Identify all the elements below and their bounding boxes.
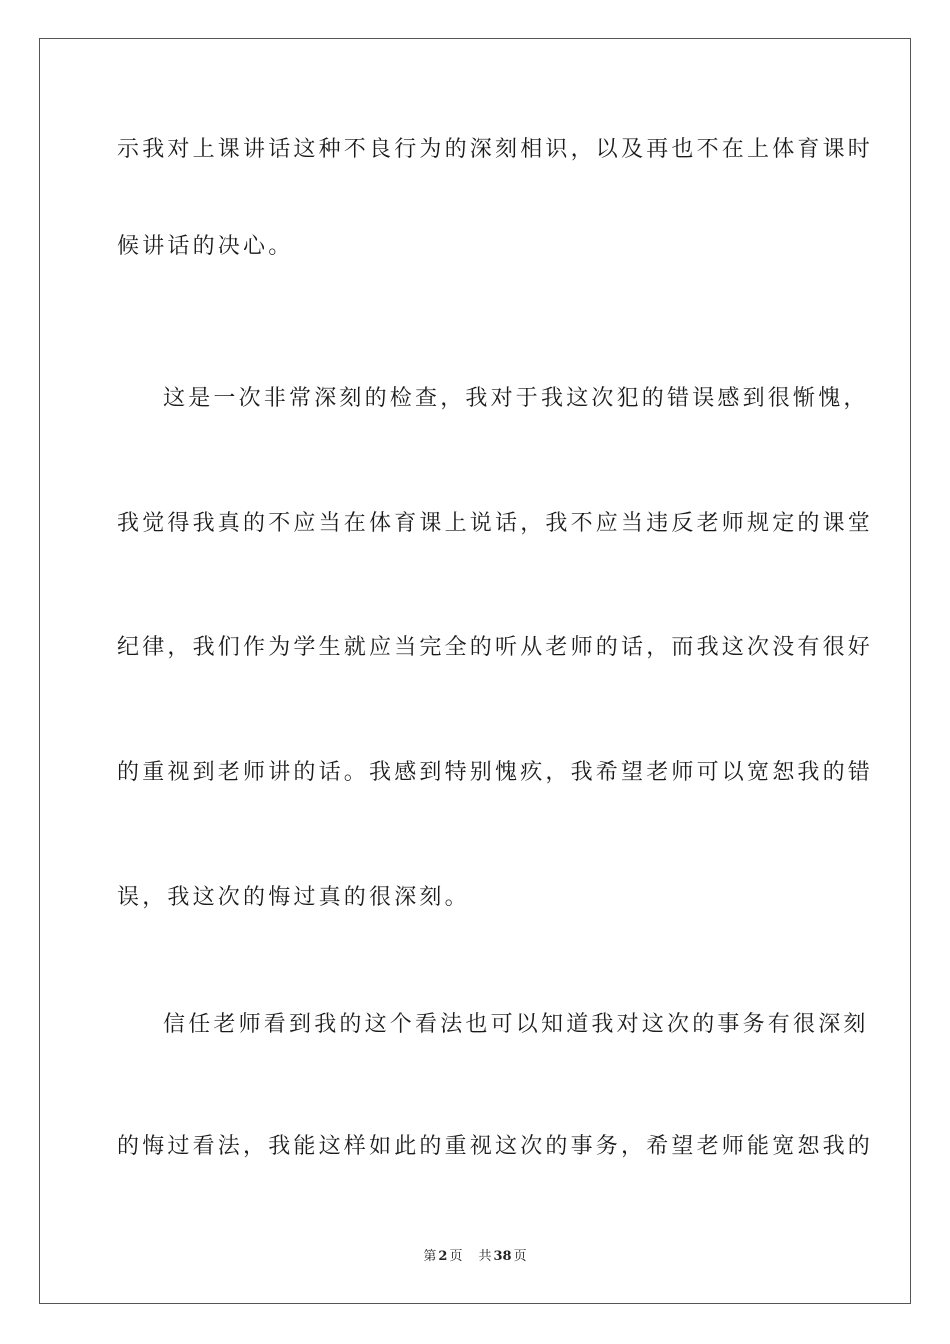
page-footer [0, 1248, 950, 1266]
body-line-3: 这是一次非常深刻的检查，我对于我这次犯的错误感到很惭愧， [163, 386, 869, 411]
body-line-7: 误，我这次的悔过真的很深刻。 [117, 885, 470, 910]
footer-total-pages: 38 [493, 1249, 512, 1264]
footer-page-suffix: 页 [449, 1249, 463, 1264]
body-line-5: 纪律，我们作为学生就应当完全的听从老师的话，而我这次没有很好 [117, 635, 874, 660]
body-line-8: 信任老师看到我的这个看法也可以知道我对这次的事务有很深刻 [163, 1012, 869, 1037]
page-frame [39, 38, 911, 1304]
footer-total-prefix: 共 [478, 1249, 492, 1264]
body-line-6: 的重视到老师讲的话。我感到特别愧疚，我希望老师可以宽恕我的错 [117, 760, 874, 785]
body-line-9: 的悔过看法，我能这样如此的重视这次的事务，希望老师能宽恕我的 [117, 1134, 874, 1159]
body-line-4: 我觉得我真的不应当在体育课上说话，我不应当违反老师规定的课堂 [117, 511, 874, 536]
footer-page-prefix: 第 [423, 1249, 437, 1264]
footer-total-suffix: 页 [513, 1249, 527, 1264]
body-line-1: 示我对上课讲话这种不良行为的深刻相识，以及再也不在上体育课时 [117, 137, 874, 162]
body-line-2: 候讲话的决心。 [117, 234, 294, 259]
footer-page-number: 2 [438, 1249, 448, 1264]
